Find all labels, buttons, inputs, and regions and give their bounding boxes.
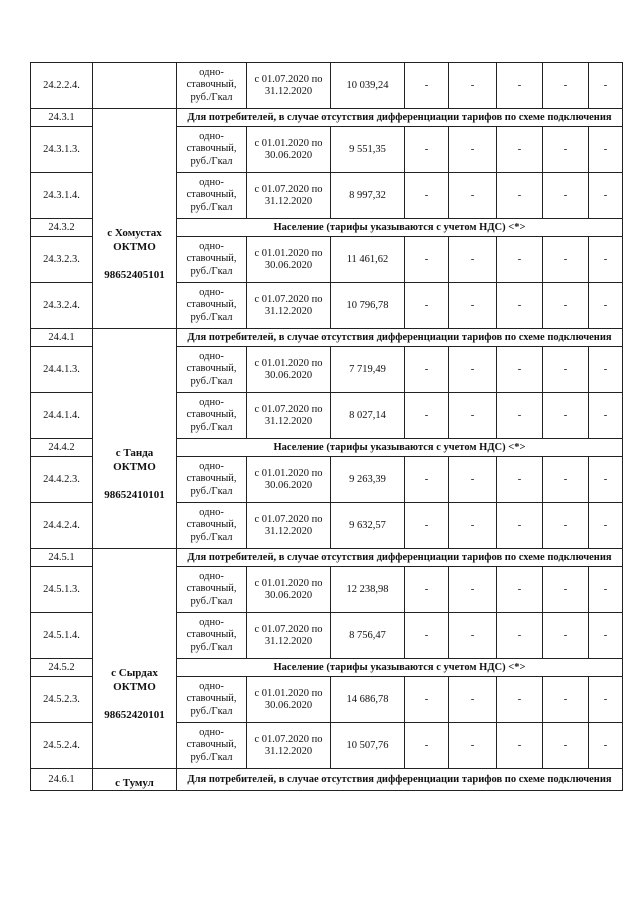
row-number: 24.4.1 xyxy=(31,329,93,347)
empty-dash-cell: - xyxy=(405,63,449,109)
row-number: 24.3.2.3. xyxy=(31,237,93,283)
section-header: Для потребителей, в случае отсутствия дифференциации тарифов по схеме подключения xyxy=(177,549,623,567)
period-cell: с 01.07.2020 по 31.12.2020 xyxy=(247,173,331,219)
row-number: 24.3.1 xyxy=(31,109,93,127)
oktmo-label: ОКТМО xyxy=(113,240,156,253)
period-cell: с 01.01.2020 по 30.06.2020 xyxy=(247,567,331,613)
empty-dash-cell: - xyxy=(405,503,449,549)
empty-dash-cell: - xyxy=(589,173,623,219)
section-header-row xyxy=(31,109,623,127)
section-header-row xyxy=(31,549,623,567)
section-header: Для потребителей, в случае отсутствия дифференциации тарифов по схеме подключения xyxy=(177,109,623,127)
period-cell: с 01.01.2020 по 30.06.2020 xyxy=(247,127,331,173)
oktmo-code: 98652405101 xyxy=(104,268,165,281)
unit-cell: одно-ставочный, руб./Гкал xyxy=(177,283,247,329)
period-cell: с 01.07.2020 по 31.12.2020 xyxy=(247,63,331,109)
empty-dash-cell: - xyxy=(497,503,543,549)
empty-dash-cell: - xyxy=(405,127,449,173)
tariff-value: 8 997,32 xyxy=(331,173,405,219)
empty-dash-cell: - xyxy=(497,347,543,393)
section-header-row xyxy=(31,329,623,347)
empty-dash-cell: - xyxy=(589,613,623,659)
period-cell: с 01.07.2020 по 31.12.2020 xyxy=(247,723,331,769)
location-name: с Сырдах xyxy=(111,666,158,679)
period-cell: с 01.01.2020 по 30.06.2020 xyxy=(247,347,331,393)
empty-dash-cell: - xyxy=(449,237,497,283)
unit-cell: одно-ставочный, руб./Гкал xyxy=(177,613,247,659)
empty-dash-cell: - xyxy=(449,173,497,219)
unit-cell: одно-ставочный, руб./Гкал xyxy=(177,567,247,613)
empty-dash-cell: - xyxy=(589,457,623,503)
row-number: 24.4.2.4. xyxy=(31,503,93,549)
row-number: 24.5.2.3. xyxy=(31,677,93,723)
empty-dash-cell: - xyxy=(497,127,543,173)
empty-dash-cell: - xyxy=(405,393,449,439)
table-row xyxy=(31,63,623,109)
unit-cell: одно-ставочный, руб./Гкал xyxy=(177,63,247,109)
empty-dash-cell: - xyxy=(543,283,589,329)
empty-dash-cell: - xyxy=(589,393,623,439)
row-number: 24.4.2.3. xyxy=(31,457,93,503)
tariff-value: 11 461,62 xyxy=(331,237,405,283)
row-number: 24.4.2 xyxy=(31,439,93,457)
row-number: 24.3.1.3. xyxy=(31,127,93,173)
empty-dash-cell: - xyxy=(405,173,449,219)
tariff-value: 8 756,47 xyxy=(331,613,405,659)
empty-dash-cell: - xyxy=(589,503,623,549)
section-header-row xyxy=(31,769,623,791)
empty-dash-cell: - xyxy=(405,283,449,329)
unit-cell: одно-ставочный, руб./Гкал xyxy=(177,503,247,549)
unit-cell: одно-ставочный, руб./Гкал xyxy=(177,457,247,503)
section-header: Население (тарифы указываются с учетом НДС) <*> xyxy=(177,219,623,237)
empty-dash-cell: - xyxy=(405,723,449,769)
empty-dash-cell: - xyxy=(405,347,449,393)
empty-dash-cell: - xyxy=(405,677,449,723)
empty-dash-cell: - xyxy=(449,457,497,503)
unit-cell: одно-ставочный, руб./Гкал xyxy=(177,347,247,393)
empty-dash-cell: - xyxy=(543,457,589,503)
empty-dash-cell: - xyxy=(589,677,623,723)
tariff-value: 12 238,98 xyxy=(331,567,405,613)
location-name: с Танда xyxy=(115,446,154,459)
location-name: с Тумул xyxy=(115,777,154,789)
tariff-value: 10 796,78 xyxy=(331,283,405,329)
unit-cell: одно-ставочный, руб./Гкал xyxy=(177,173,247,219)
period-cell: с 01.01.2020 по 30.06.2020 xyxy=(247,457,331,503)
row-number: 24.3.2.4. xyxy=(31,283,93,329)
empty-dash-cell: - xyxy=(449,347,497,393)
empty-dash-cell: - xyxy=(449,723,497,769)
tariff-table xyxy=(30,62,623,791)
empty-dash-cell: - xyxy=(497,237,543,283)
section-header: Население (тарифы указываются с учетом НДС) <*> xyxy=(177,439,623,457)
empty-dash-cell: - xyxy=(543,237,589,283)
empty-dash-cell: - xyxy=(589,347,623,393)
empty-dash-cell: - xyxy=(497,283,543,329)
empty-dash-cell: - xyxy=(497,723,543,769)
empty-dash-cell: - xyxy=(543,723,589,769)
location-cell xyxy=(93,769,177,791)
unit-cell: одно-ставочный, руб./Гкал xyxy=(177,127,247,173)
empty-dash-cell: - xyxy=(497,173,543,219)
oktmo-label: ОКТМО xyxy=(113,680,156,693)
row-number: 24.2.2.4. xyxy=(31,63,93,109)
empty-dash-cell: - xyxy=(497,393,543,439)
empty-dash-cell: - xyxy=(543,63,589,109)
location-name: с Хомустах xyxy=(107,226,162,239)
tariff-value: 8 027,14 xyxy=(331,393,405,439)
oktmo-label: ОКТМО xyxy=(113,460,156,473)
tariff-value: 9 263,39 xyxy=(331,457,405,503)
empty-dash-cell: - xyxy=(449,393,497,439)
empty-dash-cell: - xyxy=(449,613,497,659)
period-cell: с 01.07.2020 по 31.12.2020 xyxy=(247,503,331,549)
empty-dash-cell: - xyxy=(405,613,449,659)
period-cell: с 01.07.2020 по 31.12.2020 xyxy=(247,283,331,329)
tariff-value: 10 039,24 xyxy=(331,63,405,109)
empty-dash-cell: - xyxy=(589,283,623,329)
empty-dash-cell: - xyxy=(589,127,623,173)
location-cell xyxy=(93,329,177,549)
tariff-value: 10 507,76 xyxy=(331,723,405,769)
empty-dash-cell: - xyxy=(497,613,543,659)
empty-dash-cell: - xyxy=(405,567,449,613)
period-cell: с 01.01.2020 по 30.06.2020 xyxy=(247,237,331,283)
empty-dash-cell: - xyxy=(449,677,497,723)
empty-dash-cell: - xyxy=(497,567,543,613)
location-cell-empty xyxy=(93,63,177,109)
empty-dash-cell: - xyxy=(589,723,623,769)
empty-dash-cell: - xyxy=(449,127,497,173)
period-cell: с 01.07.2020 по 31.12.2020 xyxy=(247,613,331,659)
empty-dash-cell: - xyxy=(449,283,497,329)
empty-dash-cell: - xyxy=(543,677,589,723)
tariff-value: 7 719,49 xyxy=(331,347,405,393)
tariff-value: 9 632,57 xyxy=(331,503,405,549)
empty-dash-cell: - xyxy=(497,63,543,109)
period-cell: с 01.01.2020 по 30.06.2020 xyxy=(247,677,331,723)
row-number: 24.5.2.4. xyxy=(31,723,93,769)
empty-dash-cell: - xyxy=(543,393,589,439)
tariff-value: 14 686,78 xyxy=(331,677,405,723)
row-number: 24.5.2 xyxy=(31,659,93,677)
empty-dash-cell: - xyxy=(405,237,449,283)
section-header: Для потребителей, в случае отсутствия дифференциации тарифов по схеме подключения xyxy=(177,329,623,347)
empty-dash-cell: - xyxy=(543,613,589,659)
section-header: Население (тарифы указываются с учетом НДС) <*> xyxy=(177,659,623,677)
empty-dash-cell: - xyxy=(497,457,543,503)
unit-cell: одно-ставочный, руб./Гкал xyxy=(177,393,247,439)
row-number: 24.5.1.3. xyxy=(31,567,93,613)
location-cell xyxy=(93,109,177,329)
row-number: 24.4.1.4. xyxy=(31,393,93,439)
empty-dash-cell: - xyxy=(449,63,497,109)
section-header: Для потребителей, в случае отсутствия дифференциации тарифов по схеме подключения xyxy=(177,769,623,791)
empty-dash-cell: - xyxy=(405,457,449,503)
location-cell xyxy=(93,549,177,769)
empty-dash-cell: - xyxy=(449,567,497,613)
period-cell: с 01.07.2020 по 31.12.2020 xyxy=(247,393,331,439)
unit-cell: одно-ставочный, руб./Гкал xyxy=(177,723,247,769)
empty-dash-cell: - xyxy=(543,347,589,393)
oktmo-code: 98652420101 xyxy=(104,708,165,721)
empty-dash-cell: - xyxy=(543,567,589,613)
empty-dash-cell: - xyxy=(543,127,589,173)
empty-dash-cell: - xyxy=(543,173,589,219)
empty-dash-cell: - xyxy=(589,567,623,613)
empty-dash-cell: - xyxy=(497,677,543,723)
row-number: 24.5.1.4. xyxy=(31,613,93,659)
empty-dash-cell: - xyxy=(449,503,497,549)
row-number: 24.5.1 xyxy=(31,549,93,567)
row-number: 24.3.1.4. xyxy=(31,173,93,219)
row-number: 24.3.2 xyxy=(31,219,93,237)
empty-dash-cell: - xyxy=(589,63,623,109)
row-number: 24.6.1 xyxy=(31,769,93,791)
unit-cell: одно-ставочный, руб./Гкал xyxy=(177,677,247,723)
empty-dash-cell: - xyxy=(543,503,589,549)
tariff-value: 9 551,35 xyxy=(331,127,405,173)
row-number: 24.4.1.3. xyxy=(31,347,93,393)
empty-dash-cell: - xyxy=(589,237,623,283)
oktmo-code: 98652410101 xyxy=(104,488,165,501)
unit-cell: одно-ставочный, руб./Гкал xyxy=(177,237,247,283)
